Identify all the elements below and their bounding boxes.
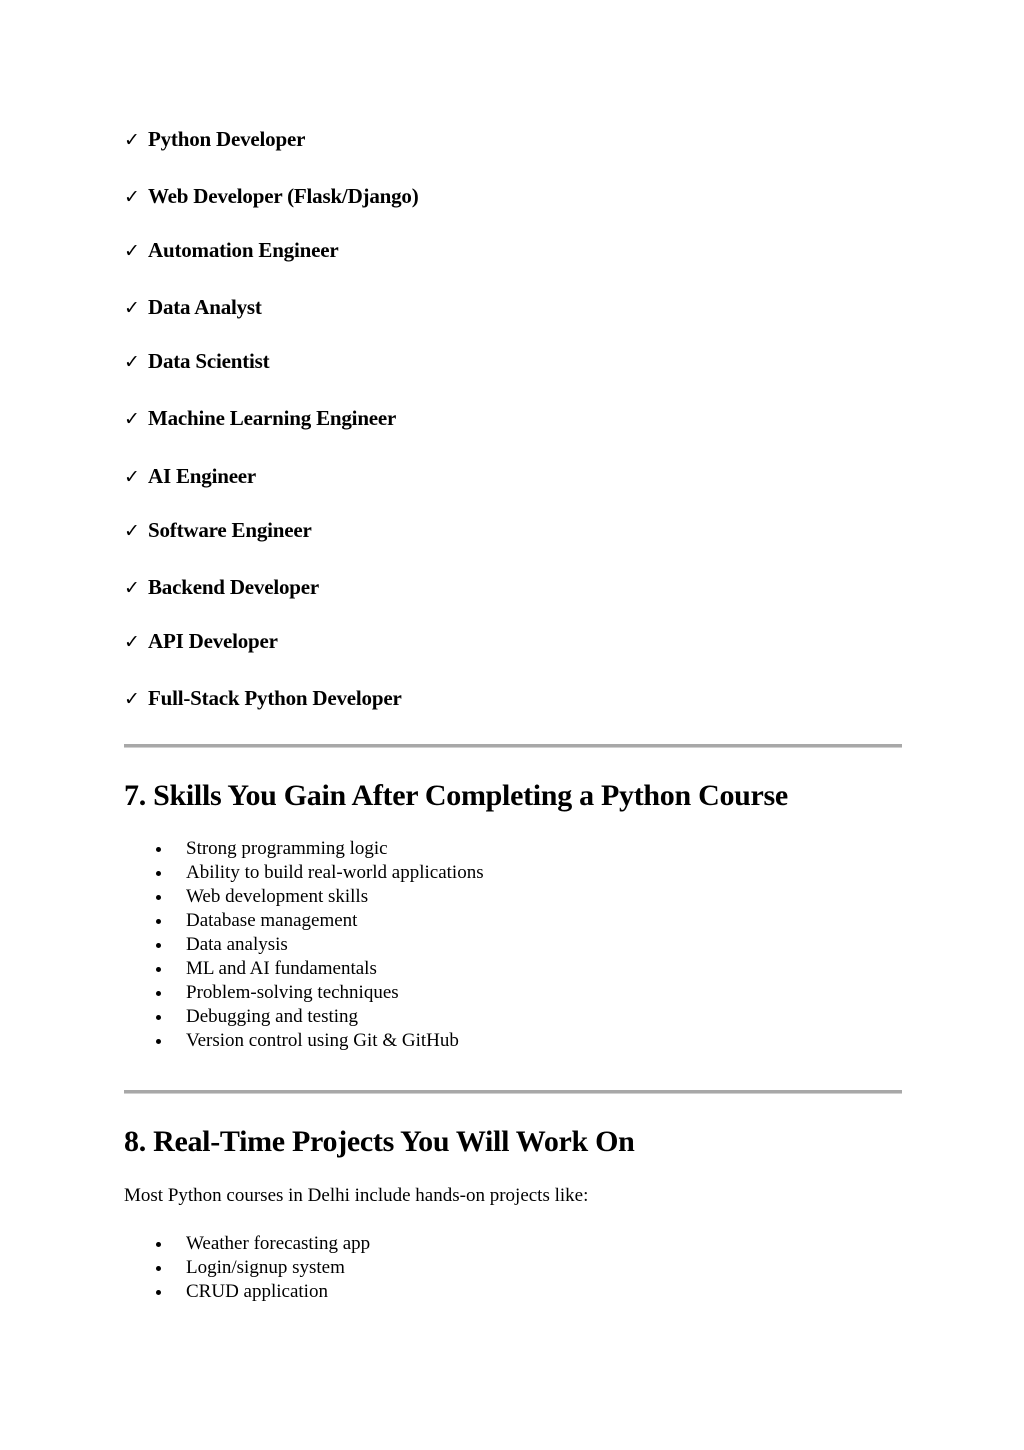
list-item xyxy=(124,837,484,861)
list-item-text: Data analysis xyxy=(186,934,288,955)
role-label: API Developer xyxy=(148,629,278,653)
section-divider xyxy=(124,1090,902,1094)
role-item xyxy=(124,574,319,601)
bullet-icon xyxy=(156,967,161,972)
bullet-icon xyxy=(156,1039,161,1044)
role-item xyxy=(124,294,262,321)
skills-list xyxy=(124,837,484,1053)
role-item xyxy=(124,463,256,490)
check-icon: ✓ xyxy=(124,631,140,653)
section-7-heading: 7. Skills You Gain After Completing a Python Course xyxy=(124,779,788,812)
list-item xyxy=(124,1029,484,1053)
bullet-icon xyxy=(156,1266,161,1271)
list-item xyxy=(124,1256,370,1280)
bullet-icon xyxy=(156,1290,161,1295)
section-divider xyxy=(124,744,902,748)
check-icon: ✓ xyxy=(124,351,140,373)
role-label: Python Developer xyxy=(148,127,306,151)
projects-list xyxy=(124,1232,370,1304)
role-item xyxy=(124,237,338,264)
list-item xyxy=(124,933,484,957)
list-item-text: Weather forecasting app xyxy=(186,1233,371,1254)
check-icon: ✓ xyxy=(124,520,140,542)
list-item-text: CRUD application xyxy=(186,1281,328,1302)
check-icon: ✓ xyxy=(124,577,140,599)
check-icon: ✓ xyxy=(124,186,140,208)
list-item-text: Login/signup system xyxy=(186,1257,345,1278)
role-label: Data Analyst xyxy=(148,295,262,319)
role-item xyxy=(124,183,419,210)
list-item-text: Database management xyxy=(186,910,358,931)
list-item-text: Strong programming logic xyxy=(186,838,388,859)
check-icon: ✓ xyxy=(124,240,140,262)
list-item-text: Problem-solving techniques xyxy=(186,982,399,1003)
check-icon: ✓ xyxy=(124,688,140,710)
list-item-text: ML and AI fundamentals xyxy=(186,958,377,979)
check-icon: ✓ xyxy=(124,129,140,151)
list-item xyxy=(124,885,484,909)
bullet-icon xyxy=(156,895,161,900)
role-label: Full-Stack Python Developer xyxy=(148,686,402,710)
role-label: Web Developer (Flask/Django) xyxy=(148,184,419,208)
list-item xyxy=(124,909,484,933)
bullet-icon xyxy=(156,943,161,948)
check-icon: ✓ xyxy=(124,408,140,430)
list-item-text: Version control using Git & GitHub xyxy=(186,1030,459,1051)
list-item xyxy=(124,1232,370,1256)
list-item-text: Debugging and testing xyxy=(186,1006,359,1027)
role-label: Data Scientist xyxy=(148,349,270,373)
list-item xyxy=(124,861,484,885)
role-item xyxy=(124,685,402,712)
role-item xyxy=(124,126,305,153)
role-label: Machine Learning Engineer xyxy=(148,406,397,430)
role-item xyxy=(124,348,269,375)
check-icon: ✓ xyxy=(124,297,140,319)
list-item xyxy=(124,957,484,981)
list-item xyxy=(124,981,484,1005)
list-item-text: Web development skills xyxy=(186,886,369,907)
role-item xyxy=(124,405,396,432)
list-item xyxy=(124,1005,484,1029)
bullet-icon xyxy=(156,847,161,852)
role-item xyxy=(124,628,278,655)
check-icon: ✓ xyxy=(124,466,140,488)
bullet-icon xyxy=(156,919,161,924)
role-label: Automation Engineer xyxy=(148,238,339,262)
role-item xyxy=(124,517,312,544)
bullet-icon xyxy=(156,1242,161,1247)
bullet-icon xyxy=(156,991,161,996)
role-label: AI Engineer xyxy=(148,464,257,488)
bullet-icon xyxy=(156,871,161,876)
section-8-heading: 8. Real-Time Projects You Will Work On xyxy=(124,1125,635,1158)
section-8-intro: Most Python courses in Delhi include hands-on projects like: xyxy=(124,1185,589,1206)
list-item-text: Ability to build real-world applications xyxy=(186,862,484,883)
bullet-icon xyxy=(156,1015,161,1020)
role-label: Software Engineer xyxy=(148,518,312,542)
role-label: Backend Developer xyxy=(148,575,319,599)
list-item xyxy=(124,1280,370,1304)
